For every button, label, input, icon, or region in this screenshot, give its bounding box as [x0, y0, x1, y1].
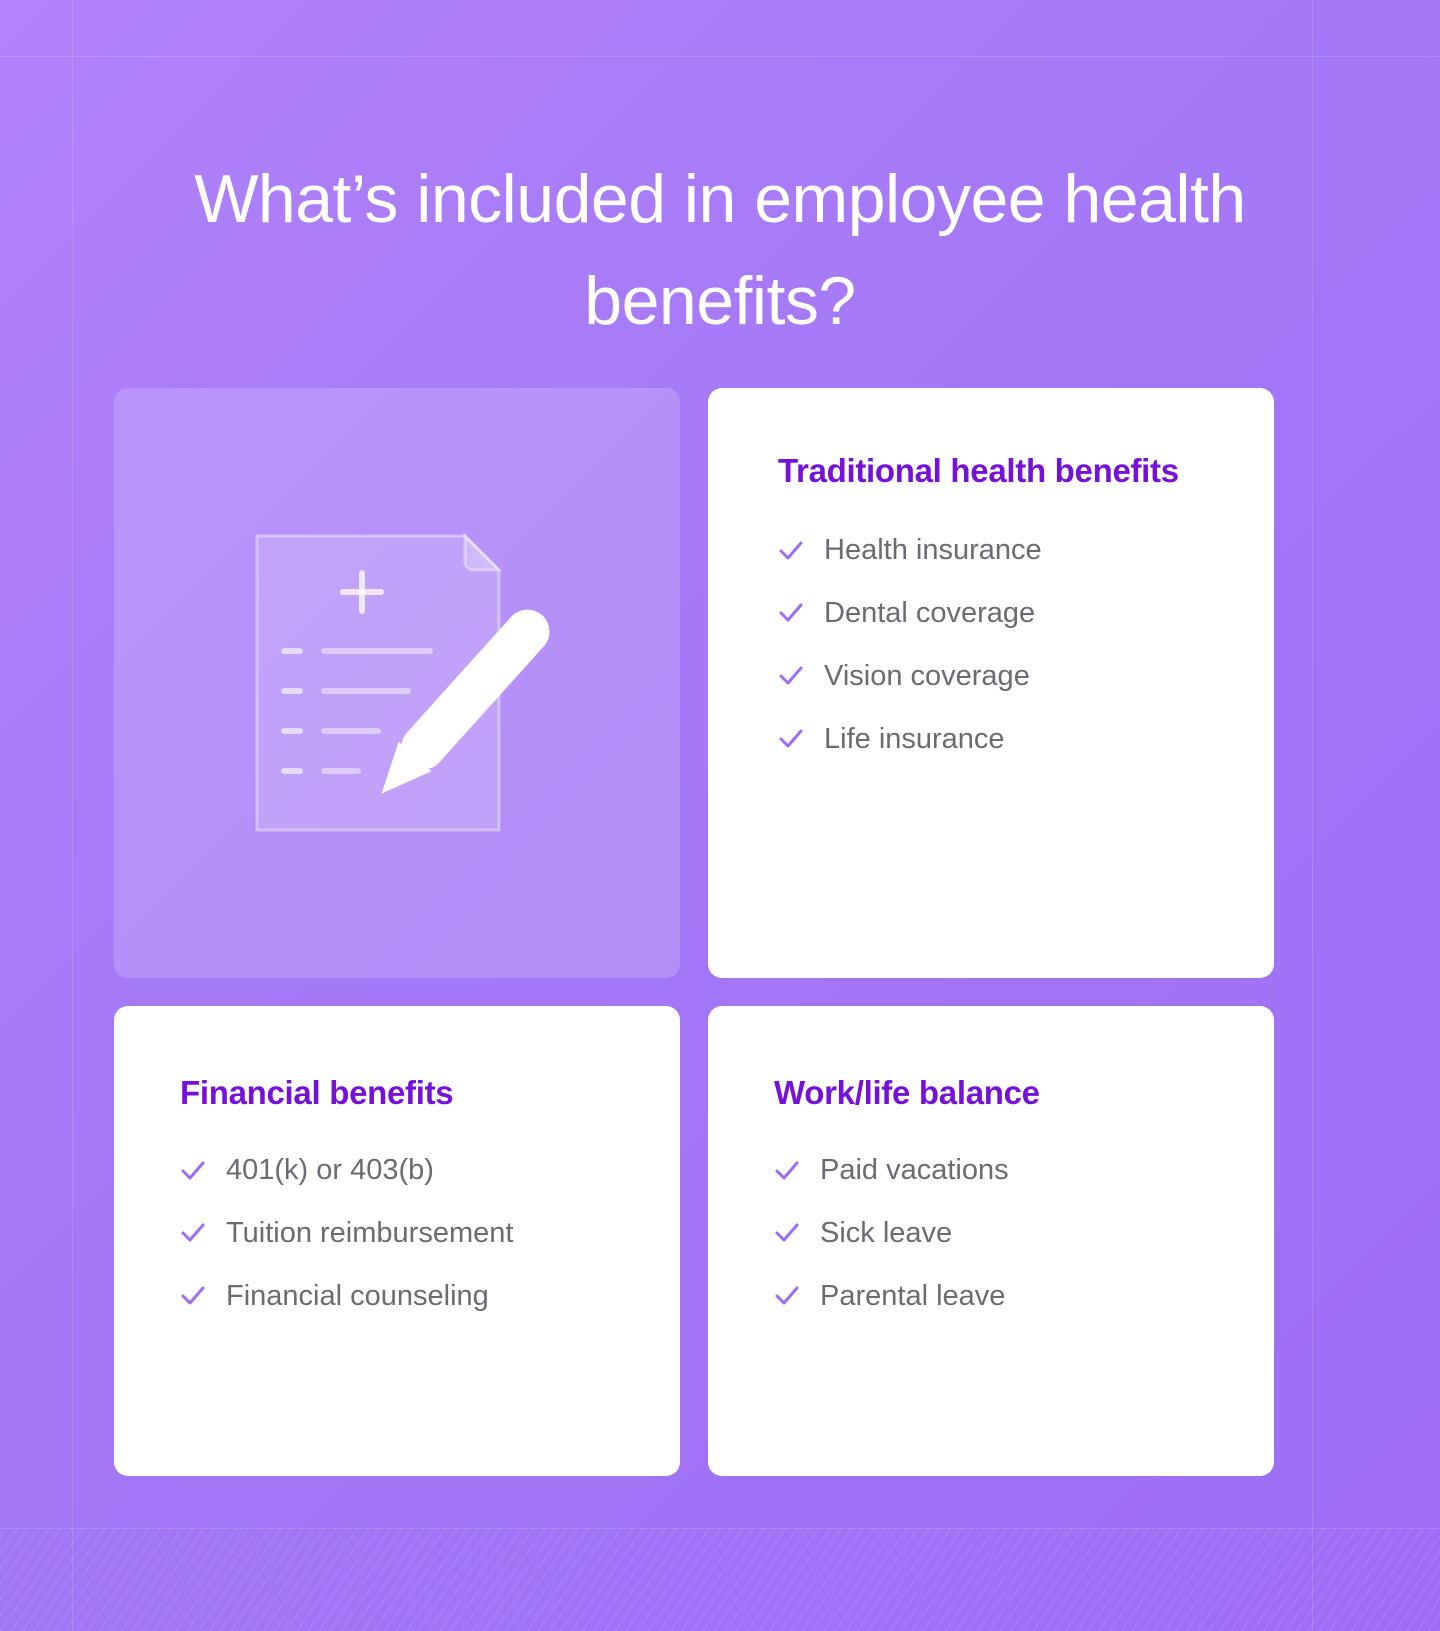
- card-title-traditional: Traditional health benefits: [778, 452, 1179, 489]
- benefit-list-worklife: [774, 1153, 1274, 1313]
- list-item-label: Financial counseling: [226, 1279, 489, 1312]
- card-financial-benefits: [114, 1006, 680, 1476]
- list-item: [778, 659, 1274, 694]
- guide-line-left: [72, 0, 73, 1631]
- list-item-label: Paid vacations: [820, 1154, 1009, 1187]
- check-icon: [180, 1220, 206, 1246]
- list-item-label: 401(k) or 403(b): [226, 1154, 434, 1187]
- check-icon: [778, 663, 804, 689]
- list-item: [778, 533, 1274, 568]
- benefit-list-traditional: [778, 533, 1274, 756]
- list-item: [180, 1153, 680, 1188]
- list-item-label: Life insurance: [824, 722, 1005, 755]
- card-title-financial: Financial benefits: [180, 1074, 454, 1111]
- list-item: [774, 1216, 1274, 1251]
- medical-form-icon: [237, 518, 557, 848]
- list-item-label: Tuition reimbursement: [226, 1217, 514, 1250]
- list-item: [180, 1279, 680, 1314]
- check-icon: [180, 1158, 206, 1184]
- check-icon: [778, 726, 804, 752]
- check-icon: [778, 538, 804, 564]
- card-title-worklife: Work/life balance: [774, 1074, 1040, 1111]
- list-item-label: Dental coverage: [824, 597, 1036, 630]
- illustration-card: [114, 388, 680, 978]
- card-traditional-health-benefits: [708, 388, 1274, 978]
- page-title: What’s included in employee health benefits?: [194, 160, 1246, 339]
- check-icon: [774, 1220, 800, 1246]
- card-work-life-balance: [708, 1006, 1274, 1476]
- check-icon: [778, 600, 804, 626]
- guide-line-top: [0, 56, 1440, 57]
- guide-line-bottom: [0, 1528, 1440, 1529]
- check-icon: [180, 1283, 206, 1309]
- list-item: [778, 596, 1274, 631]
- check-icon: [774, 1283, 800, 1309]
- list-item-label: Health insurance: [824, 534, 1042, 567]
- list-item: [774, 1153, 1274, 1188]
- list-item: [180, 1216, 680, 1251]
- list-item: [774, 1279, 1274, 1314]
- list-item-label: Sick leave: [820, 1217, 953, 1250]
- list-item: [778, 722, 1274, 757]
- benefits-grid: [114, 388, 1274, 1476]
- benefit-list-financial: [180, 1153, 680, 1313]
- check-icon: [774, 1158, 800, 1184]
- hatch-pattern-footer: [0, 1528, 1440, 1631]
- list-item-label: Parental leave: [820, 1279, 1006, 1312]
- list-item-label: Vision coverage: [824, 659, 1030, 692]
